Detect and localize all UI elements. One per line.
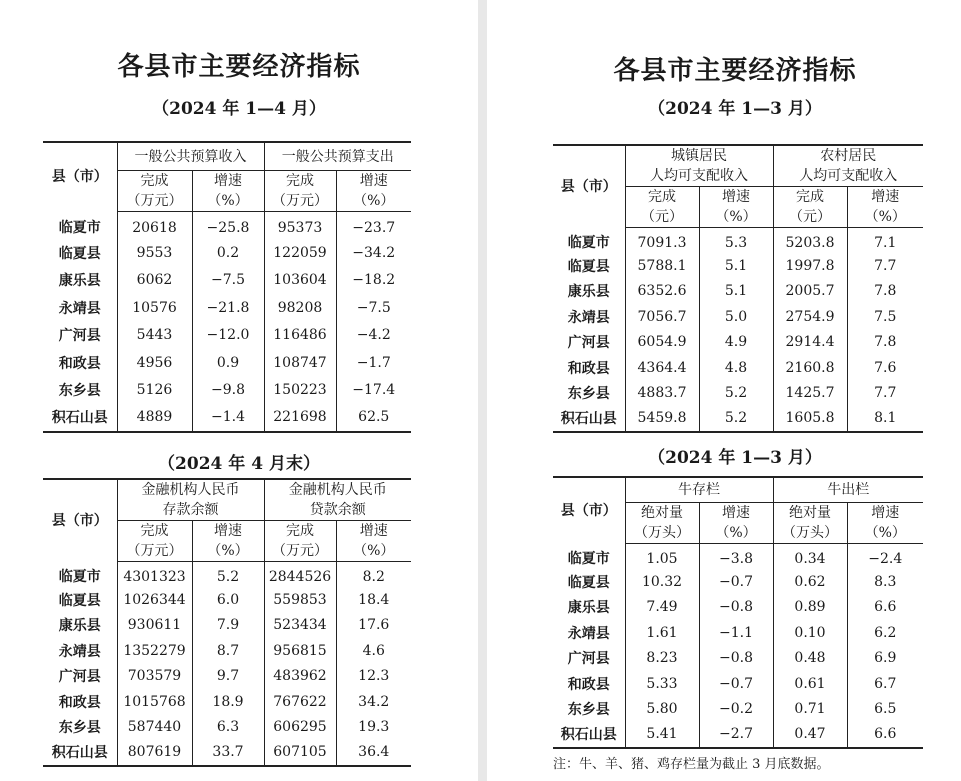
table-cell: 9553 bbox=[117, 239, 192, 267]
table-cell: 18.4 bbox=[336, 587, 411, 613]
table-cell: 150223 bbox=[264, 377, 336, 405]
county-name: 康乐县 bbox=[567, 600, 610, 617]
table-cell: 36.4 bbox=[336, 740, 411, 766]
table-cell: 7091.3 bbox=[625, 228, 699, 254]
table-cell: 1352279 bbox=[117, 638, 192, 664]
table-cell: −2.4 bbox=[847, 544, 923, 570]
group-header: 金融机构人民币 bbox=[264, 479, 411, 500]
table-cell: 0.48 bbox=[773, 646, 847, 672]
county-name: 积石山县 bbox=[43, 404, 117, 432]
table-row bbox=[43, 377, 411, 405]
county-name: 永靖县 bbox=[58, 643, 101, 660]
county-column-header: 县（市） bbox=[553, 145, 625, 228]
table-row bbox=[43, 613, 411, 639]
table-cell: 6054.9 bbox=[625, 330, 699, 356]
table-cell: 8.7 bbox=[192, 638, 264, 664]
table-cell: 4.8 bbox=[699, 355, 773, 381]
table-cell: 0.10 bbox=[773, 620, 847, 646]
subheader: 增速 bbox=[699, 503, 773, 524]
subheader: 绝对量 bbox=[773, 503, 847, 524]
county-name: 临夏县 bbox=[58, 592, 101, 609]
period-label: （2024 年 1—3 月） bbox=[648, 448, 822, 468]
table-cell: 0.62 bbox=[773, 569, 847, 595]
table-row bbox=[553, 406, 923, 432]
table-row bbox=[43, 294, 411, 322]
county-name: 和政县 bbox=[567, 676, 610, 693]
subheader: 增速 bbox=[336, 171, 411, 192]
table-cell: 8.23 bbox=[625, 646, 699, 672]
page-title: 各县市主要经济指标 bbox=[117, 52, 361, 82]
table-cell: −1.4 bbox=[192, 404, 264, 432]
table-cell: −12.0 bbox=[192, 322, 264, 350]
table-cell: 7.8 bbox=[847, 279, 923, 305]
table-cell: −34.2 bbox=[336, 239, 411, 267]
unit-header: （万元） bbox=[117, 541, 192, 562]
table-cell: 10.32 bbox=[625, 569, 699, 595]
table-cell: 1425.7 bbox=[773, 381, 847, 407]
table-cell: 5.2 bbox=[699, 406, 773, 432]
table-cell: 606295 bbox=[264, 715, 336, 741]
table-cell: 0.47 bbox=[773, 722, 847, 748]
table-cell: 5.3 bbox=[699, 228, 773, 254]
table-row bbox=[43, 587, 411, 613]
table-cell: 0.2 bbox=[192, 239, 264, 267]
subheader: 增速 bbox=[192, 171, 264, 192]
table-cell: 5.33 bbox=[625, 671, 699, 697]
table-cell: 2160.8 bbox=[773, 355, 847, 381]
group-header: 存款余额 bbox=[117, 500, 264, 521]
table-cell: −0.8 bbox=[699, 646, 773, 672]
group-header: 农村居民 bbox=[773, 145, 923, 166]
table-cell: 1.05 bbox=[625, 544, 699, 570]
county-name: 永靖县 bbox=[567, 625, 610, 642]
table-cell: 34.2 bbox=[336, 689, 411, 715]
table-cell: 5.2 bbox=[699, 381, 773, 407]
table-cell: 7.8 bbox=[847, 330, 923, 356]
county-name: 临夏市 bbox=[567, 551, 610, 568]
table-cell: 6.7 bbox=[847, 671, 923, 697]
county-name: 东乡县 bbox=[58, 720, 101, 737]
table-cell: 18.9 bbox=[192, 689, 264, 715]
unit-header: （万元） bbox=[264, 191, 336, 212]
table-cell: 5443 bbox=[117, 322, 192, 350]
county-name: 临夏市 bbox=[567, 235, 610, 252]
table-cell: 2754.9 bbox=[773, 304, 847, 330]
table-cell: 4364.4 bbox=[625, 355, 699, 381]
group-header: 城镇居民 bbox=[625, 145, 773, 166]
subheader: 完成 bbox=[117, 171, 192, 192]
table-cell: 6062 bbox=[117, 267, 192, 295]
table-row bbox=[43, 322, 411, 350]
table-cell: −7.5 bbox=[336, 294, 411, 322]
table-cell: 483962 bbox=[264, 664, 336, 690]
table-cell: 9.7 bbox=[192, 664, 264, 690]
county-name: 临夏县 bbox=[58, 245, 101, 262]
county-name: 临夏县 bbox=[567, 574, 610, 591]
unit-header: （%） bbox=[699, 207, 773, 228]
table-row bbox=[43, 664, 411, 690]
table-cell: 5203.8 bbox=[773, 228, 847, 254]
table-cell: 0.34 bbox=[773, 544, 847, 570]
group-header: 贷款余额 bbox=[264, 500, 411, 521]
table-cell: 7.7 bbox=[847, 253, 923, 279]
right-page bbox=[487, 0, 961, 781]
table-row bbox=[43, 404, 411, 432]
table-cell: 95373 bbox=[264, 212, 336, 240]
county-name: 永靖县 bbox=[58, 300, 101, 317]
table-cell: 6.2 bbox=[847, 620, 923, 646]
table-cell: 7.1 bbox=[847, 228, 923, 254]
table-cell: 4.9 bbox=[699, 330, 773, 356]
table-cell: 5788.1 bbox=[625, 253, 699, 279]
period-label: （2024 年 4 月末） bbox=[158, 454, 320, 474]
table-cell: −17.4 bbox=[336, 377, 411, 405]
table-cell: 5.2 bbox=[192, 562, 264, 588]
county-name: 东乡县 bbox=[567, 386, 610, 403]
table-row bbox=[553, 544, 923, 570]
table-cell: 103604 bbox=[264, 267, 336, 295]
table-cell: 2844526 bbox=[264, 562, 336, 588]
table-row bbox=[43, 349, 411, 377]
table-cell: 5126 bbox=[117, 377, 192, 405]
table-cell: 6.5 bbox=[847, 697, 923, 723]
table-row bbox=[43, 562, 411, 588]
table-cell: 1.61 bbox=[625, 620, 699, 646]
table-cell: −1.7 bbox=[336, 349, 411, 377]
group-header: 一般公共预算支出 bbox=[264, 142, 411, 171]
table-body bbox=[43, 212, 411, 432]
subheader: 完成 bbox=[264, 521, 336, 542]
subheader: 增速 bbox=[847, 187, 923, 208]
table-cell: 20618 bbox=[117, 212, 192, 240]
footnote: 注：牛、羊、猪、鸡存栏量为截止 3 月底数据。 bbox=[553, 757, 830, 772]
table-row bbox=[553, 722, 923, 748]
table-cell: 10576 bbox=[117, 294, 192, 322]
table-row bbox=[43, 740, 411, 766]
county-name: 广河县 bbox=[567, 651, 610, 668]
subheader: 完成 bbox=[264, 171, 336, 192]
county-name: 康乐县 bbox=[58, 273, 101, 290]
subheader: 完成 bbox=[117, 521, 192, 542]
cattle-table bbox=[553, 476, 923, 749]
table-cell: 8.1 bbox=[847, 406, 923, 432]
county-name: 和政县 bbox=[58, 355, 101, 372]
table-cell: 523434 bbox=[264, 613, 336, 639]
table-cell: −1.1 bbox=[699, 620, 773, 646]
group-header: 一般公共预算收入 bbox=[117, 142, 264, 171]
county-name: 永靖县 bbox=[567, 309, 610, 326]
table-row bbox=[43, 689, 411, 715]
county-name: 积石山县 bbox=[553, 722, 625, 748]
table-body bbox=[553, 228, 923, 432]
group-header: 牛出栏 bbox=[773, 477, 923, 503]
subheader: 增速 bbox=[847, 503, 923, 524]
table-cell: −0.2 bbox=[699, 697, 773, 723]
table-cell: −18.2 bbox=[336, 267, 411, 295]
finance-table bbox=[43, 478, 411, 767]
table-cell: 1015768 bbox=[117, 689, 192, 715]
table-row bbox=[43, 267, 411, 295]
unit-header: （元） bbox=[625, 207, 699, 228]
table-row bbox=[553, 355, 923, 381]
table-cell: 6.0 bbox=[192, 587, 264, 613]
page-title: 各县市主要经济指标 bbox=[613, 56, 857, 86]
table-row bbox=[43, 715, 411, 741]
unit-header: （%） bbox=[336, 191, 411, 212]
table-cell: −7.5 bbox=[192, 267, 264, 295]
group-header: 人均可支配收入 bbox=[625, 166, 773, 187]
table-cell: 17.6 bbox=[336, 613, 411, 639]
table-cell: 19.3 bbox=[336, 715, 411, 741]
table-cell: −25.8 bbox=[192, 212, 264, 240]
county-column-header: 县（市） bbox=[43, 142, 117, 212]
table-body bbox=[43, 562, 411, 766]
table-cell: 5.0 bbox=[699, 304, 773, 330]
table-cell: 7.9 bbox=[192, 613, 264, 639]
table-body bbox=[553, 544, 923, 748]
table-cell: 0.9 bbox=[192, 349, 264, 377]
table-cell: −23.7 bbox=[336, 212, 411, 240]
county-name: 积石山县 bbox=[43, 740, 117, 766]
left-page bbox=[0, 0, 478, 781]
county-name: 康乐县 bbox=[58, 618, 101, 635]
unit-header: （%） bbox=[336, 541, 411, 562]
table-cell: 122059 bbox=[264, 239, 336, 267]
table-cell: 6.6 bbox=[847, 595, 923, 621]
table-cell: 7.7 bbox=[847, 381, 923, 407]
county-name: 临夏县 bbox=[567, 258, 610, 275]
table-row bbox=[553, 381, 923, 407]
table-cell: 221698 bbox=[264, 404, 336, 432]
table-cell: 0.61 bbox=[773, 671, 847, 697]
unit-header: （元） bbox=[773, 207, 847, 228]
table-row bbox=[553, 595, 923, 621]
table-cell: 767622 bbox=[264, 689, 336, 715]
county-name: 广河县 bbox=[58, 669, 101, 686]
table-cell: 1026344 bbox=[117, 587, 192, 613]
subheader: 绝对量 bbox=[625, 503, 699, 524]
group-header: 牛存栏 bbox=[625, 477, 773, 503]
county-name: 广河县 bbox=[58, 328, 101, 345]
table-cell: 607105 bbox=[264, 740, 336, 766]
table-cell: 98208 bbox=[264, 294, 336, 322]
table-cell: −4.2 bbox=[336, 322, 411, 350]
subheader: 增速 bbox=[192, 521, 264, 542]
county-name: 临夏市 bbox=[58, 220, 101, 237]
table-row bbox=[43, 239, 411, 267]
table-cell: 4883.7 bbox=[625, 381, 699, 407]
county-name: 康乐县 bbox=[567, 284, 610, 301]
table-cell: 4889 bbox=[117, 404, 192, 432]
unit-header: （万头） bbox=[773, 523, 847, 544]
table-cell: 4956 bbox=[117, 349, 192, 377]
table-cell: 116486 bbox=[264, 322, 336, 350]
budget-table bbox=[43, 141, 411, 433]
unit-header: （万头） bbox=[625, 523, 699, 544]
table-cell: 5.41 bbox=[625, 722, 699, 748]
table-cell: −0.7 bbox=[699, 671, 773, 697]
unit-header: （万元） bbox=[117, 191, 192, 212]
county-name: 东乡县 bbox=[567, 702, 610, 719]
table-row bbox=[553, 253, 923, 279]
table-cell: 5.80 bbox=[625, 697, 699, 723]
table-cell: 587440 bbox=[117, 715, 192, 741]
unit-header: （%） bbox=[699, 523, 773, 544]
county-name: 积石山县 bbox=[553, 406, 625, 432]
group-header: 人均可支配收入 bbox=[773, 166, 923, 187]
subheader: 完成 bbox=[773, 187, 847, 208]
county-name: 广河县 bbox=[567, 335, 610, 352]
subheader: 增速 bbox=[336, 521, 411, 542]
table-cell: 6352.6 bbox=[625, 279, 699, 305]
table-cell: 5.1 bbox=[699, 279, 773, 305]
table-row bbox=[553, 304, 923, 330]
table-cell: −3.8 bbox=[699, 544, 773, 570]
table-row bbox=[553, 646, 923, 672]
county-name: 东乡县 bbox=[58, 383, 101, 400]
table-cell: 5.1 bbox=[699, 253, 773, 279]
unit-header: （%） bbox=[192, 191, 264, 212]
table-cell: −0.8 bbox=[699, 595, 773, 621]
table-cell: 7.49 bbox=[625, 595, 699, 621]
table-cell: 7.6 bbox=[847, 355, 923, 381]
table-cell: −2.7 bbox=[699, 722, 773, 748]
subheader: 完成 bbox=[625, 187, 699, 208]
table-cell: 33.7 bbox=[192, 740, 264, 766]
table-cell: 7.5 bbox=[847, 304, 923, 330]
table-cell: 7056.7 bbox=[625, 304, 699, 330]
income-table bbox=[553, 144, 923, 433]
table-row bbox=[553, 569, 923, 595]
table-cell: 0.71 bbox=[773, 697, 847, 723]
table-cell: 4.6 bbox=[336, 638, 411, 664]
table-cell: 1605.8 bbox=[773, 406, 847, 432]
unit-header: （%） bbox=[847, 207, 923, 228]
table-row bbox=[553, 279, 923, 305]
table-cell: 2005.7 bbox=[773, 279, 847, 305]
table-cell: 930611 bbox=[117, 613, 192, 639]
table-row bbox=[553, 330, 923, 356]
table-cell: 12.3 bbox=[336, 664, 411, 690]
period-label: （2024 年 1—4 月） bbox=[152, 99, 326, 119]
unit-header: （%） bbox=[847, 523, 923, 544]
unit-header: （万元） bbox=[264, 541, 336, 562]
county-name: 和政县 bbox=[58, 694, 101, 711]
table-cell: 703579 bbox=[117, 664, 192, 690]
table-cell: 807619 bbox=[117, 740, 192, 766]
table-row bbox=[43, 212, 411, 240]
table-cell: 6.9 bbox=[847, 646, 923, 672]
county-column-header: 县（市） bbox=[553, 477, 625, 544]
table-row bbox=[553, 697, 923, 723]
table-row bbox=[553, 228, 923, 254]
table-cell: 956815 bbox=[264, 638, 336, 664]
table-cell: 0.89 bbox=[773, 595, 847, 621]
table-cell: −9.8 bbox=[192, 377, 264, 405]
table-cell: 559853 bbox=[264, 587, 336, 613]
unit-header: （%） bbox=[192, 541, 264, 562]
county-column-header: 县（市） bbox=[43, 479, 117, 562]
period-label: （2024 年 1—3 月） bbox=[648, 99, 822, 119]
table-cell: −0.7 bbox=[699, 569, 773, 595]
table-row bbox=[553, 620, 923, 646]
subheader: 增速 bbox=[699, 187, 773, 208]
table-cell: −21.8 bbox=[192, 294, 264, 322]
table-cell: 62.5 bbox=[336, 404, 411, 432]
group-header: 金融机构人民币 bbox=[117, 479, 264, 500]
table-cell: 5459.8 bbox=[625, 406, 699, 432]
page-gutter bbox=[478, 0, 487, 781]
table-cell: 2914.4 bbox=[773, 330, 847, 356]
table-cell: 4301323 bbox=[117, 562, 192, 588]
table-cell: 8.2 bbox=[336, 562, 411, 588]
table-row bbox=[43, 638, 411, 664]
county-name: 和政县 bbox=[567, 360, 610, 377]
table-cell: 1997.8 bbox=[773, 253, 847, 279]
county-name: 临夏市 bbox=[58, 569, 101, 586]
table-cell: 6.6 bbox=[847, 722, 923, 748]
table-cell: 8.3 bbox=[847, 569, 923, 595]
table-cell: 108747 bbox=[264, 349, 336, 377]
table-cell: 6.3 bbox=[192, 715, 264, 741]
table-row bbox=[553, 671, 923, 697]
